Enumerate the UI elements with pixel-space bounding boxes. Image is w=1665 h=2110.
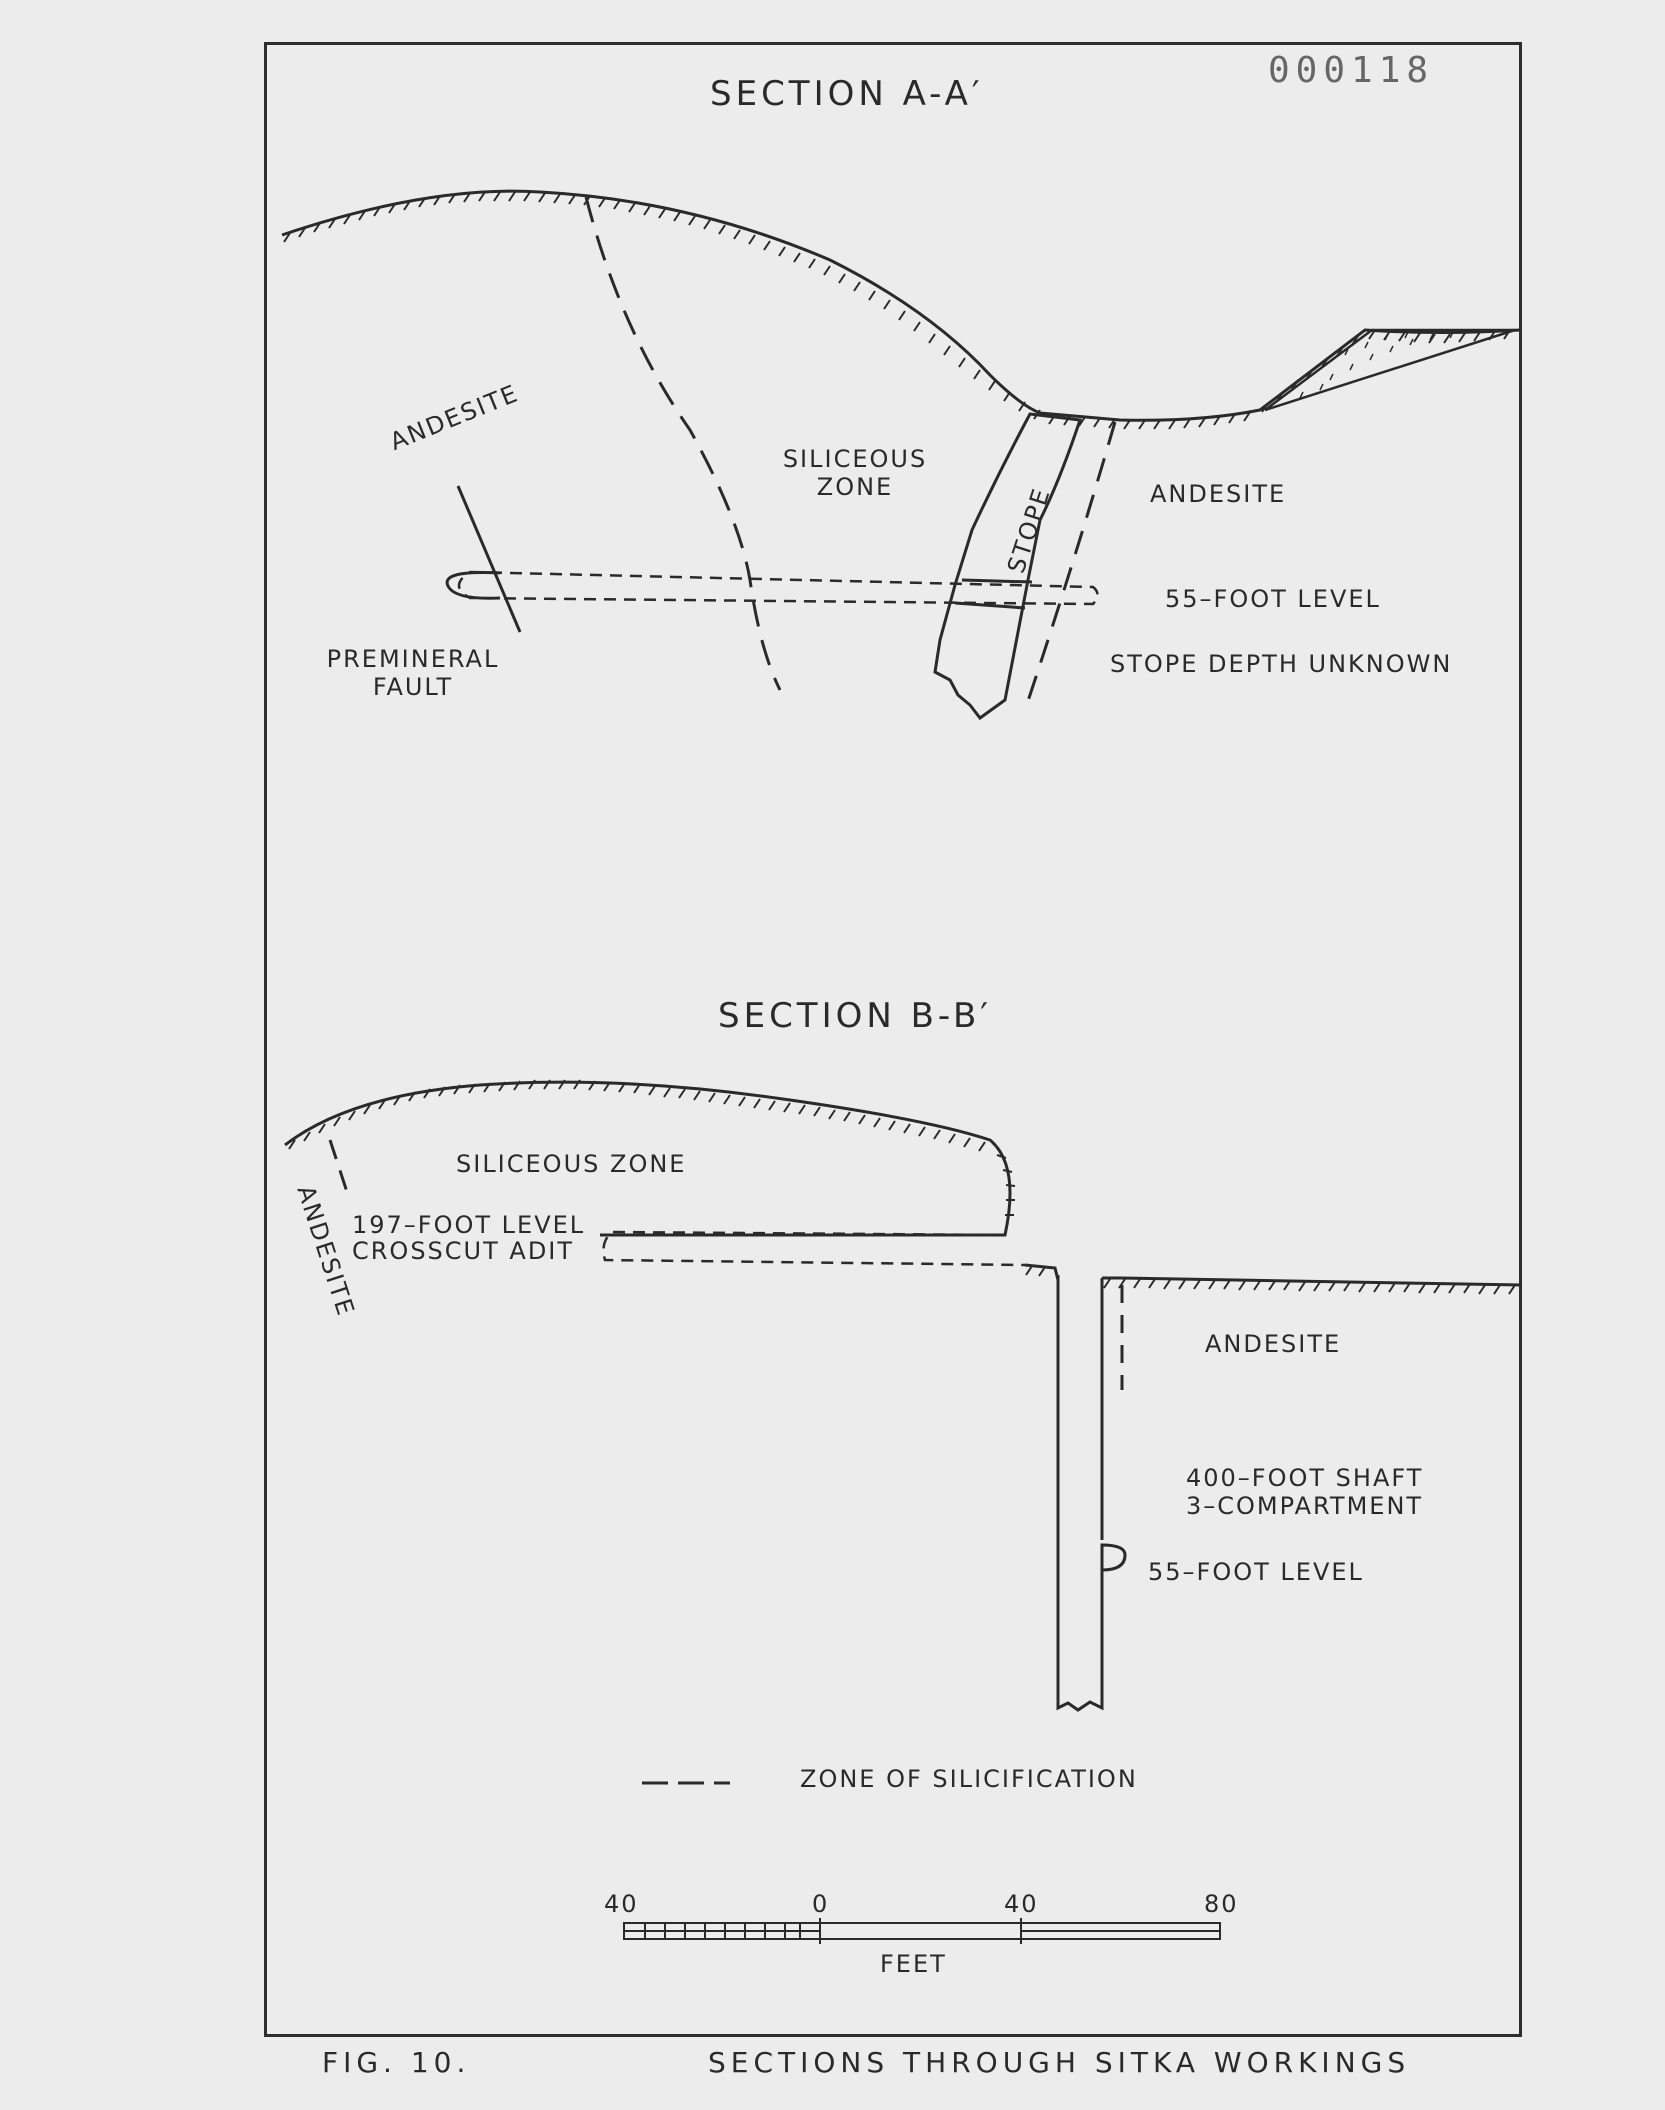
shaft-label-line-2: 3–COMPARTMENT [1186, 1492, 1424, 1520]
stope-label: STOPE [1002, 483, 1056, 577]
figure-number: FIG. 10. [322, 2046, 471, 2079]
document-number: 000118 [1268, 50, 1435, 91]
premineral-fault-line-1: PREMINERAL [326, 645, 500, 673]
section-b-siliceous-zone: SILICEOUS ZONE [456, 1150, 687, 1178]
premineral-fault-line-2: FAULT [372, 673, 454, 701]
section-a-ground-surface [282, 191, 1520, 420]
stope-depth-label: STOPE DEPTH UNKNOWN [1110, 650, 1453, 678]
section-a-silicification-line [586, 197, 780, 690]
figure-caption: SECTIONS THROUGH SITKA WORKINGS [708, 2046, 1411, 2079]
adit-label [352, 1212, 585, 1264]
scale-tick-label-80: 80 [1204, 1890, 1239, 1918]
section-a-surface-hachures [284, 192, 1510, 429]
section-a-andesite-left: ANDESITE [386, 378, 523, 456]
section-a-55ft-drift [459, 572, 1098, 604]
shaft-label-line-1: 400–FOOT SHAFT [1186, 1464, 1424, 1492]
scale-bar [624, 1918, 1220, 1944]
section-a-title: SECTION A-A′ [710, 74, 984, 114]
shaft-outline [1058, 1275, 1125, 1710]
section-b-level-label: 55–FOOT LEVEL [1148, 1558, 1364, 1586]
crosscut-adit [604, 1232, 1025, 1265]
shaft-label [1186, 1464, 1423, 1520]
stope-drift-top [962, 580, 1032, 582]
section-a-level-label: 55–FOOT LEVEL [1165, 585, 1381, 613]
scale-unit-label: FEET [880, 1950, 947, 1978]
section-b-andesite-right: ANDESITE [1205, 1330, 1342, 1358]
section-b-andesite-vertical: ANDESITE [291, 1182, 361, 1321]
section-b-andesite-contact [330, 1140, 348, 1195]
section-a-siliceous-zone-line-2: ZONE [816, 473, 894, 501]
adit-label-line-2: CROSSCUT ADIT [352, 1237, 575, 1265]
scale-tick-label-0: 0 [812, 1890, 830, 1918]
section-b-lower-surface-right [1102, 1278, 1522, 1285]
scale-tick-label-40: 40 [1004, 1890, 1039, 1918]
scale-tick-label-left-40: 40 [604, 1890, 639, 1918]
section-b-title: SECTION B-B′ [718, 996, 993, 1036]
premineral-fault-label [318, 645, 508, 701]
premineral-fault-line [458, 486, 520, 632]
section-a-dump-pile [1265, 330, 1515, 410]
adit-label-line-1: 197–FOOT LEVEL [352, 1211, 586, 1239]
section-a-vein-dashed [1025, 422, 1115, 710]
legend-label: ZONE OF SILICIFICATION [800, 1765, 1138, 1793]
section-b-hill-hachures [289, 1080, 1015, 1215]
section-a-siliceous-zone [770, 445, 940, 501]
section-a-andesite-right: ANDESITE [1150, 480, 1287, 508]
section-a-siliceous-zone-line-1: SILICEOUS [782, 445, 928, 473]
section-a-drift-end [447, 573, 500, 599]
